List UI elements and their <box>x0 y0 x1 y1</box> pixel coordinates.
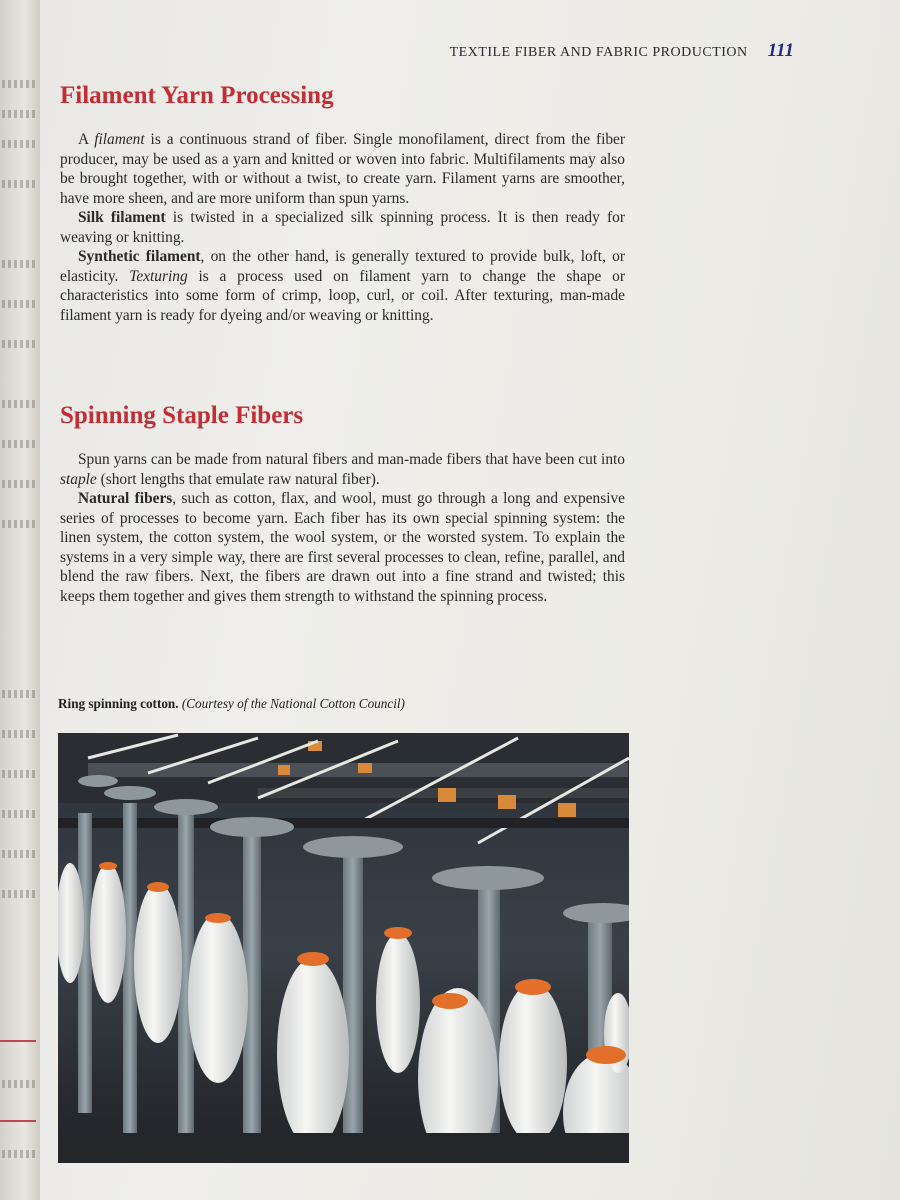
paragraph <box>60 247 625 325</box>
term: staple <box>60 470 97 488</box>
bleed-text <box>2 730 36 738</box>
paragraph <box>60 130 625 208</box>
figure-caption <box>58 696 405 712</box>
bleed-text <box>2 770 36 778</box>
bleed-text <box>2 440 36 448</box>
bleed-text <box>2 400 36 408</box>
section-heading: Spinning Staple Fibers <box>60 402 304 429</box>
photo-illustration <box>58 733 629 1163</box>
caption-title: Ring spinning cotton. <box>58 696 179 711</box>
text-run: , such as cotton, flax, and wool, must go through a long and expensive series of processes to become yarn. Each fiber has its own special spinning system: the linen system, the cotton system, the wool system, or the worsted system. To explain the systems in a very simple way, there are first several processes to clean, refine, parallel, and blend the raw fibers. Next, the fibers are drawn out into a fine strand and twisted; this keeps them together and gives them strength to withstand the spinning process. <box>60 490 625 605</box>
ring-spinning-photo <box>58 733 629 1163</box>
bleed-text <box>2 480 36 488</box>
bleed-text <box>2 180 36 188</box>
text-run: A <box>78 131 95 148</box>
running-head <box>450 40 794 62</box>
bleed-text <box>2 260 36 268</box>
bleed-text <box>2 340 36 348</box>
facing-page-edge <box>0 0 40 1200</box>
text-run: (short lengths that emulate raw natural fiber). <box>96 470 380 488</box>
bleed-text <box>2 810 36 818</box>
bleed-text <box>2 110 36 118</box>
paragraph <box>60 208 625 247</box>
text-run: , on the other hand, is generally textured to provide bulk, loft, or elasticity. <box>60 248 625 285</box>
bleed-text <box>2 850 36 858</box>
bleed-text <box>2 890 36 898</box>
text-run: Spun yarns can be made from natural fibers and man-made fibers that have been cut into <box>78 451 625 468</box>
term: filament <box>94 131 145 148</box>
bleed-text <box>2 1150 36 1158</box>
bleed-text <box>2 1080 36 1088</box>
bleed-text <box>2 690 36 698</box>
section-heading: Filament Yarn Processing <box>60 82 334 109</box>
section-spinning-staple <box>60 402 625 606</box>
book-page <box>40 0 900 1200</box>
facing-page-rule <box>0 1040 36 1042</box>
facing-page-rule <box>0 1120 36 1122</box>
text-run: is a process used on filament yarn to change the shape or characteristics into some form of crimp, loop, curl, or coil. After texturing, man-made filament yarn is ready for dyeing and/or weaving or knitting. <box>60 267 625 324</box>
page-number: 111 <box>767 40 794 61</box>
paragraph <box>60 489 625 606</box>
lead-term: Synthetic filament <box>78 248 201 265</box>
bleed-text <box>2 520 36 528</box>
paragraph <box>60 450 625 489</box>
running-head-title: TEXTILE FIBER AND FABRIC PRODUCTION <box>449 45 748 60</box>
caption-credit: (Courtesy of the National Cotton Council) <box>181 696 405 711</box>
term: Texturing <box>129 267 188 285</box>
text-run: is twisted in a specialized silk spinning process. It is then ready for weaving or knitting. <box>60 209 625 246</box>
text-run: is a continuous strand of fiber. Single monofilament, direct from the fiber producer, may be used as a yarn and knitted or woven into fabric. Multifilaments may also be brought together, with or without a twist, to create yarn. Filament yarns are smoother, have more sheen, and are more uniform than spun yarns. <box>60 131 626 207</box>
lead-term: Natural fibers <box>78 490 173 507</box>
bleed-text <box>2 140 36 148</box>
bleed-text <box>2 80 36 88</box>
bleed-text <box>2 300 36 308</box>
section-filament-yarn <box>60 82 625 325</box>
lead-term: Silk filament <box>78 209 166 226</box>
